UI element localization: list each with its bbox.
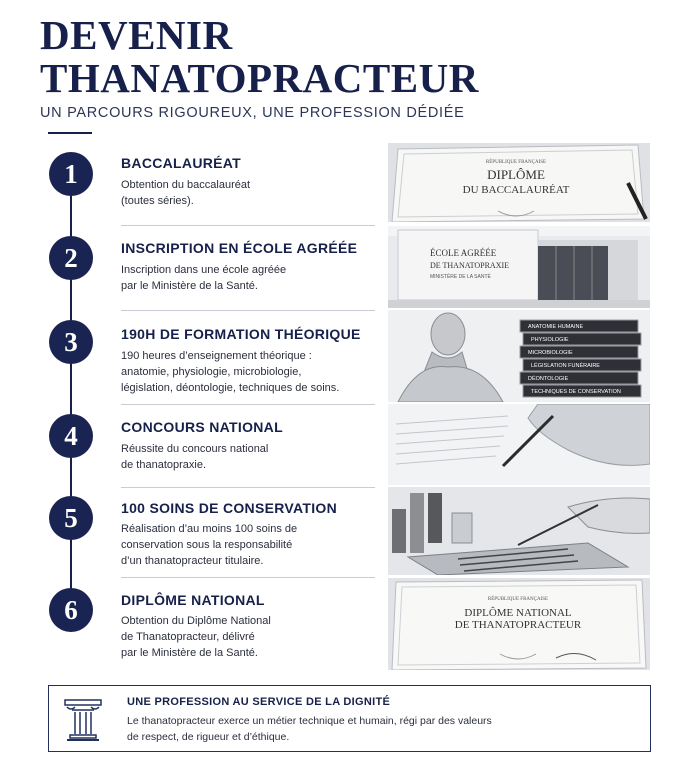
step-desc-line: Réussite du concours national — [121, 443, 269, 455]
school-name-text: ÉCOLE AGRÉÉE — [430, 248, 497, 258]
step-title-4: CONCOURS NATIONAL — [121, 419, 283, 435]
title-divider — [48, 132, 92, 134]
footer-callout — [48, 685, 651, 752]
step-desc-6 — [121, 613, 376, 661]
step-desc-line: de thanatopraxie. — [121, 459, 207, 471]
step-title-6: DIPLÔME NATIONAL — [121, 592, 265, 608]
diploma-header-text: RÉPUBLIQUE FRANÇAISE — [485, 160, 547, 165]
footer-title: UNE PROFESSION AU SERVICE DE LA DIGNITÉ — [127, 696, 391, 708]
step-desc-line: Obtention du baccalauréat — [121, 179, 251, 191]
anatomy-books-image — [388, 310, 650, 402]
step-desc-line: anatomie, physiologie, microbiologie, — [121, 366, 302, 378]
step-desc-line: Réalisation d’au moins 100 soins de — [121, 523, 298, 535]
book-title: DÉONTOLOGIE — [528, 376, 569, 382]
step-desc-line: (toutes séries). — [121, 195, 194, 207]
school-name-text: DE THANATOPRAXIE — [430, 261, 510, 270]
step-number-6: 6 — [49, 588, 93, 632]
diploma-title-text: DU BACCALAURÉAT — [462, 184, 570, 196]
step-number-5: 5 — [49, 496, 93, 540]
book-title: TECHNIQUES DE CONSERVATION — [531, 389, 621, 395]
footer-text-line: Le thanatopracteur exerce un métier technique et humain, régi par des valeurs — [127, 715, 492, 727]
step-desc-3 — [121, 348, 376, 396]
exam-writing-image — [388, 404, 650, 485]
footer-text — [127, 713, 627, 745]
step-desc-line: 190 heures d’enseignement théorique : — [121, 350, 312, 362]
book-title: PHYSIOLOGIE — [531, 337, 569, 343]
step-desc-line: Inscription dans une école agréée — [121, 264, 287, 276]
step-desc-5 — [121, 521, 376, 569]
step-desc-2 — [121, 262, 376, 294]
step-title-5: 100 SOINS DE CONSERVATION — [121, 500, 337, 516]
page-title-line2: THANATOPRACTEUR — [40, 55, 479, 101]
step-separator — [121, 577, 375, 578]
step-desc-line: conservation sous la responsabilité — [121, 539, 293, 551]
column-icon — [63, 698, 103, 747]
step-number-2: 2 — [49, 236, 93, 280]
step-separator — [121, 404, 375, 405]
school-ministry-text: MINISTÈRE DE LA SANTÉ — [430, 274, 491, 280]
diploma-baccalaureat-image — [388, 143, 650, 222]
footer-text-line: de respect, de rigueur et d’éthique. — [127, 731, 290, 743]
step-title-1: BACCALAURÉAT — [121, 155, 241, 171]
conservation-tools-image — [388, 487, 650, 575]
page-title-line1: DEVENIR — [40, 12, 233, 58]
diploma-title-text: DIPLÔME — [487, 167, 545, 182]
school-building-image — [388, 226, 650, 308]
step-separator — [121, 487, 375, 488]
page-subtitle: UN PARCOURS RIGOUREUX, UNE PROFESSION DÉDIÉE — [40, 105, 465, 121]
step-desc-1 — [121, 177, 376, 209]
diploma-title-text: DE THANATOPRACTEUR — [454, 619, 582, 631]
step-desc-line: Obtention du Diplôme National — [121, 615, 271, 627]
step-desc-line: législation, déontologie, techniques de soins. — [121, 382, 340, 394]
step-number-3: 3 — [49, 320, 93, 364]
step-desc-line: par le Ministère de la Santé. — [121, 280, 258, 292]
book-title: LÉGISLATION FUNÉRAIRE — [531, 363, 600, 369]
step-number-1: 1 — [49, 152, 93, 196]
book-title: MICROBIOLOGIE — [528, 350, 573, 356]
national-diploma-image — [388, 578, 650, 670]
diploma-title-text: DIPLÔME NATIONAL — [464, 607, 572, 619]
step-desc-4 — [121, 441, 376, 473]
book-title: ANATOMIE HUMAINE — [528, 324, 584, 330]
step-number-4: 4 — [49, 414, 93, 458]
page-title — [40, 14, 479, 100]
step-title-3: 190H DE FORMATION THÉORIQUE — [121, 326, 361, 342]
step-separator — [121, 310, 375, 311]
step-desc-line: de Thanatopracteur, délivré — [121, 631, 255, 643]
step-separator — [121, 225, 375, 226]
step-desc-line: d’un thanatopracteur titulaire. — [121, 555, 264, 567]
step-title-2: INSCRIPTION EN ÉCOLE AGRÉÉE — [121, 240, 358, 256]
step-desc-line: par le Ministère de la Santé. — [121, 647, 258, 659]
diploma-header-text: RÉPUBLIQUE FRANÇAISE — [487, 597, 549, 602]
